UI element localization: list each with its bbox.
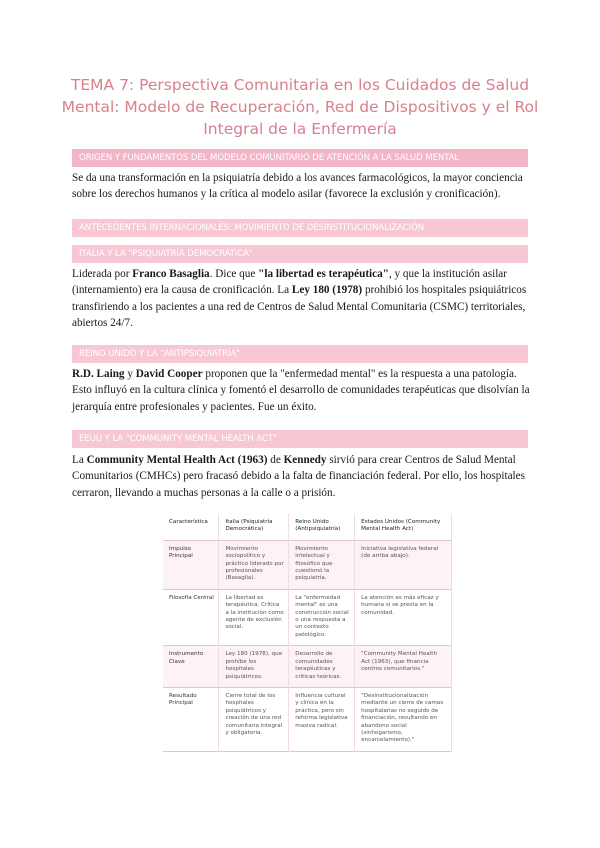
- table-cell: Instrumento Clave: [163, 646, 219, 688]
- table-cell: Filosofía Central: [163, 589, 219, 645]
- bold-laing: R.D. Laing: [72, 368, 125, 380]
- table-cell: "Desinstitucionalización mediante un cierre de camas hospitalarias no seguido de financiación, resultando en abandono social (sinhogarismo, encarcelamiento).": [355, 687, 452, 751]
- table-row: [163, 687, 452, 751]
- table-row: [163, 589, 452, 645]
- bold-quote-libertad: "la libertad es terapéutica": [258, 268, 389, 280]
- paragraph-reino-unido: R.D. Laing y David Cooper proponen que la "enfermedad mental" es la respuesta a una patología. Esto influyó en la cultura clínica y fomentó el desarrollo de comunidades terapéuticas que disolvían la jerarquía entre profesionales y pacientes. Fue un éxito.: [72, 368, 530, 413]
- paragraph-eeuu: La Community Mental Health Act (1963) de Kennedy sirvió para crear Centros de Salud Mental Comunitarios (CMHCs) pero fracasó debido a la falta de financiación federal. Por ello, los hospitales cerraron, llevando a muchas personas a la calle o a prisión.: [72, 454, 525, 499]
- subsection-heading-eeuu: EEUU Y LA "COMMUNITY MENTAL HEALTH ACT": [72, 430, 528, 448]
- bold-cooper: David Cooper: [135, 368, 203, 380]
- table-header: Italia (Psiquiatría Democrática): [219, 514, 289, 540]
- table-row: [163, 646, 452, 688]
- table-cell: Ley 180 (1978), que prohíbe los hospitales psiquiátricos.: [219, 646, 289, 688]
- table-cell: La libertad es terapéutica. Crítica a la institución como agente de exclusión social.: [219, 589, 289, 645]
- bold-kennedy: Kennedy: [283, 454, 327, 466]
- table-cell: Impulso Principal: [163, 540, 219, 589]
- table-header-row: [163, 514, 452, 540]
- table-cell: Movimiento intelectual y filosófico que cuestionó la psiquiatría.: [289, 540, 355, 589]
- table-cell: Influencia cultural y clínica en la práctica, pero sin reforma legislativa masiva radical.: [289, 687, 355, 751]
- section-heading-origen: ORIGEN Y FUNDAMENTOS DEL MODELO COMUNITARIO DE ATENCIÓN A LA SALUD MENTAL: [72, 149, 528, 167]
- table-cell: Movimiento sociopolítico y práctico liderado por profesionales (Basaglia).: [219, 540, 289, 589]
- table-row: [163, 540, 452, 589]
- paragraph-italia: Liderada por Franco Basaglia. Dice que "la libertad es terapéutica", y que la institución asilar (internamiento) era la causa de cronificación. La Ley 180 (1978) prohibió los hospitales psiquiátricos transfiriendo a los pacientes a una red de Centros de Salud Mental Comunitaria (CSMC) territoriales, abiertos 24/7.: [72, 268, 527, 330]
- table-cell: La "enfermedad mental" es una construcción social o una respuesta a un contexto patológico.: [289, 589, 355, 645]
- table-header: Característica: [163, 514, 219, 540]
- subsection-heading-reino-unido: REINO UNIDO Y LA "ANTIPSIQUIATRÍA": [72, 345, 528, 363]
- comparison-table: [163, 514, 452, 752]
- subsection-heading-italia: ITALIA Y LA "PSIQUIATRÍA DEMOCRÁTICA": [72, 245, 528, 263]
- page-title: TEMA 7: Perspectiva Comunitaria en los Cuidados de Salud Mental: Modelo de Recuperación, Red de Dispositivos y el Rol Integral de la Enfermería: [61, 76, 539, 138]
- paragraph-origen: Se da una transformación en la psiquiatría debido a los avances farmacológicos, la mayor conciencia sobre los derechos humanos y la crítica al modelo asilar (favorece la exclusión y cronificación).: [72, 172, 523, 201]
- table-cell: Cierre total de los hospitales psiquiátricos y creación de una red comunitaria integral y obligatoria.: [219, 687, 289, 751]
- table-cell: "Community Mental Health Act (1963), que financia centros comunitarios.": [355, 646, 452, 688]
- table-cell: Desarrollo de comunidades terapéuticas y críticas teóricas.: [289, 646, 355, 688]
- table-cell: Iniciativa legislativa federal (de arriba abajo).: [355, 540, 452, 589]
- table-cell: Resultado Principal: [163, 687, 219, 751]
- section-heading-antecedentes: ANTECEDENTES INTERNACIONALES: MOVIMIENTO DE DESINSTITUCIONALIZACIÓN: [72, 219, 528, 237]
- bold-cmha: Community Mental Health Act (1963): [86, 454, 268, 466]
- table-header: Reino Unido (Antipsiquiatría): [289, 514, 355, 540]
- bold-ley-180: Ley 180 (1978): [291, 284, 363, 297]
- table-header: Estados Unidos (Community Mental Health Act): [355, 514, 452, 540]
- table-cell: La atención es más eficaz y humana si se presta en la comunidad.: [355, 589, 452, 645]
- bold-basaglia: Franco Basaglia: [132, 268, 210, 280]
